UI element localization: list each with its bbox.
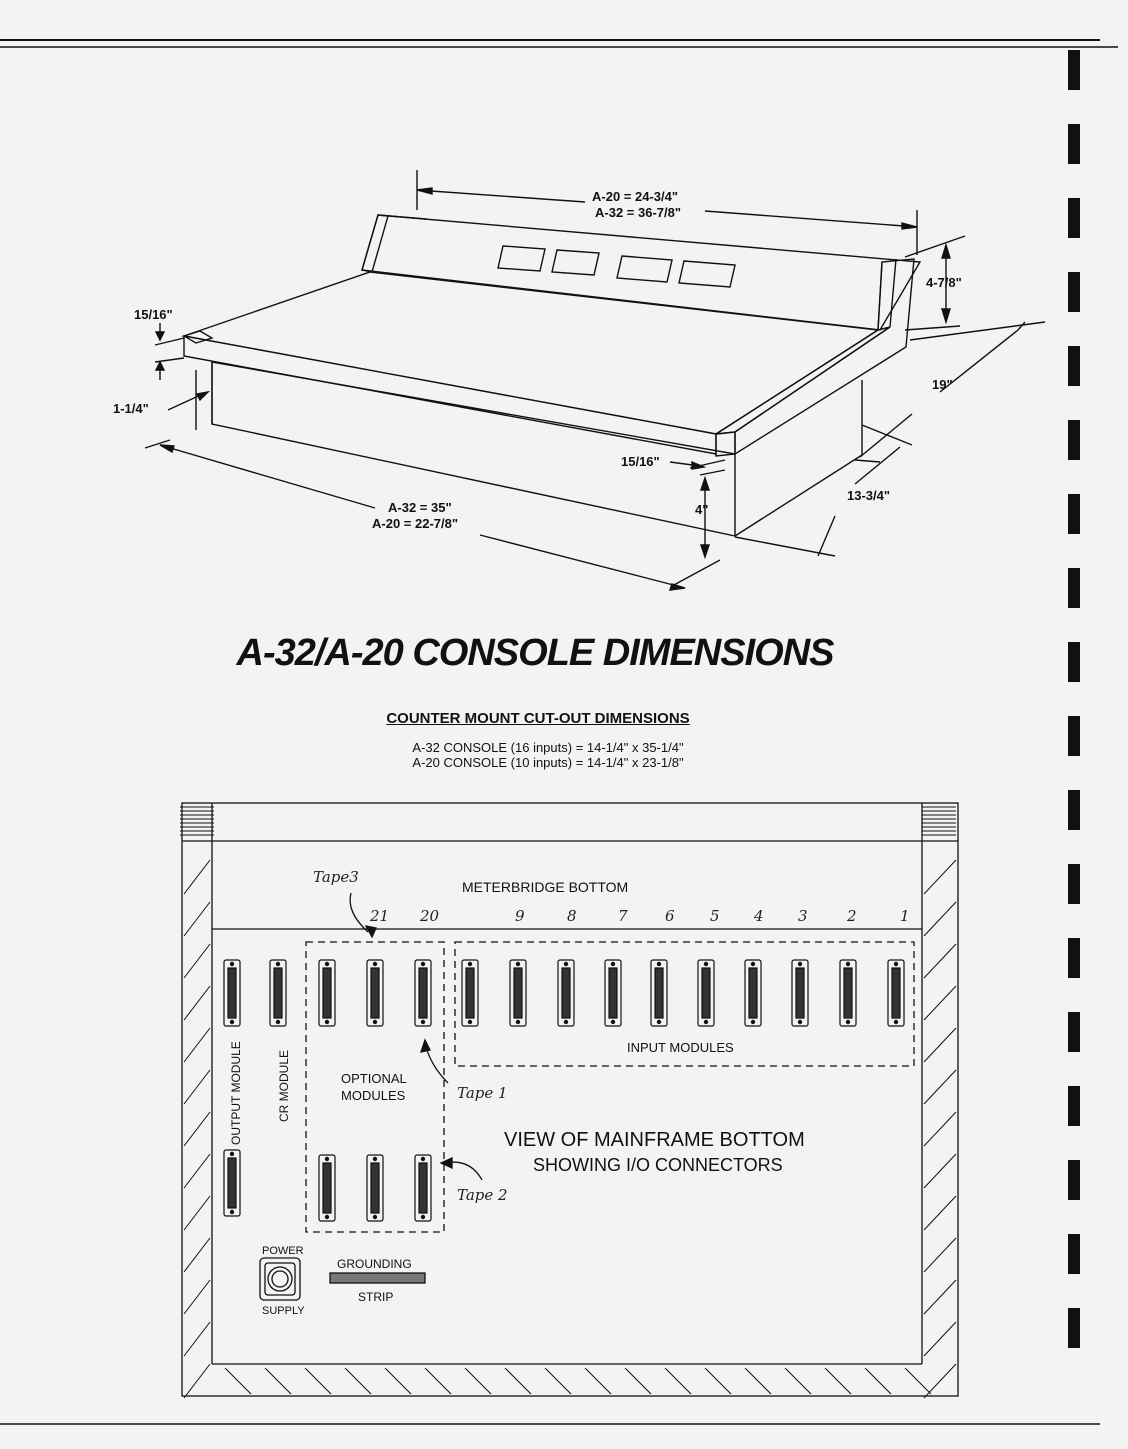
optional-label-2: MODULES	[341, 1088, 406, 1103]
slot-number: 7	[618, 907, 628, 925]
meterbridge-label: METERBRIDGE BOTTOM	[462, 879, 629, 895]
binder-hole	[1068, 346, 1080, 386]
db-connector	[319, 1155, 335, 1221]
slot-number: 4	[754, 907, 764, 925]
db-connector	[745, 960, 761, 1026]
binder-hole	[1068, 198, 1080, 238]
db-connector	[651, 960, 667, 1026]
page-title: A-32/A-20 CONSOLE DIMENSIONS	[236, 632, 834, 674]
tape1-note: Tape 1	[457, 1084, 508, 1102]
db-connector	[888, 960, 904, 1026]
cutout-heading: COUNTER MOUNT CUT-OUT DIMENSIONS	[386, 710, 690, 727]
db-connector	[319, 960, 335, 1026]
binder-hole	[1068, 124, 1080, 164]
db-connector	[698, 960, 714, 1026]
db-connector	[792, 960, 808, 1026]
dim-top-a32: A-32 = 36-7/8"	[595, 205, 682, 220]
binder-hole	[1068, 938, 1080, 978]
tape3-note: Tape3	[313, 868, 359, 886]
dim-depth-13: 13-3/4"	[847, 488, 891, 503]
binder-holes	[1068, 50, 1080, 1348]
slot-number: 3	[798, 907, 808, 925]
slot-number: 1	[900, 907, 910, 925]
db-connector	[415, 960, 431, 1026]
db-connector	[270, 960, 286, 1026]
db-connector	[367, 1155, 383, 1221]
db-connector	[462, 960, 478, 1026]
db-connector	[840, 960, 856, 1026]
binder-hole	[1068, 1086, 1080, 1126]
dim-lip-right: 15/16"	[621, 454, 660, 469]
binder-hole	[1068, 1234, 1080, 1274]
cr-module-label: CR MODULE	[277, 1049, 291, 1122]
binder-hole	[1068, 1160, 1080, 1200]
db-connector	[605, 960, 621, 1026]
power-label: POWER	[262, 1245, 304, 1257]
binder-hole	[1068, 494, 1080, 534]
db-connector	[558, 960, 574, 1026]
slot-number: 9	[515, 907, 525, 925]
binder-hole	[1068, 1012, 1080, 1052]
tape2-note: Tape 2	[457, 1186, 508, 1204]
console-drawing	[145, 170, 1045, 590]
binder-hole	[1068, 568, 1080, 608]
db-connector	[510, 960, 526, 1026]
dim-bottom-a32: A-32 = 35"	[388, 500, 452, 515]
dim-lip-height: 1-1/4"	[113, 401, 149, 416]
slot-number: 5	[710, 907, 720, 925]
binder-hole	[1068, 50, 1080, 90]
binder-hole	[1068, 864, 1080, 904]
slot-number: 21	[370, 907, 390, 925]
dim-height-4: 4"	[695, 502, 709, 517]
slot-number: 8	[567, 907, 577, 925]
dim-top-a20: A-20 = 24-3/4"	[592, 189, 679, 204]
dim-meter-height: 4-7/8"	[926, 275, 962, 290]
slot-number: 2	[847, 907, 857, 925]
input-modules-label: INPUT MODULES	[627, 1040, 734, 1055]
dim-lip-left: 15/16"	[134, 307, 173, 322]
cutout-line-a32: A-32 CONSOLE (16 inputs) = 14-1/4" x 35-1/4"	[412, 740, 684, 755]
db-connector	[224, 1150, 240, 1216]
binder-hole	[1068, 420, 1080, 460]
dim-bottom-a20: A-20 = 22-7/8"	[372, 516, 459, 531]
optional-label-1: OPTIONAL	[341, 1071, 407, 1086]
binder-hole	[1068, 272, 1080, 312]
cutout-line-a20: A-20 CONSOLE (10 inputs) = 14-1/4" x 23-1/8"	[412, 755, 684, 770]
binder-hole	[1068, 1308, 1080, 1348]
db-connector	[415, 1155, 431, 1221]
binder-hole	[1068, 790, 1080, 830]
strip-label: STRIP	[358, 1290, 394, 1304]
slot-number: 6	[665, 907, 675, 925]
view-label-1: VIEW OF MAINFRAME BOTTOM	[504, 1129, 805, 1151]
db-connector	[224, 960, 240, 1026]
slot-number: 20	[420, 907, 440, 925]
db-connector	[367, 960, 383, 1026]
supply-label: SUPPLY	[262, 1305, 305, 1317]
dim-depth-19: 19"	[932, 377, 953, 392]
grounding-label: GROUNDING	[337, 1257, 412, 1271]
output-module-label: OUTPUT MODULE	[229, 1041, 243, 1145]
view-label-2: SHOWING I/O CONNECTORS	[533, 1155, 783, 1175]
